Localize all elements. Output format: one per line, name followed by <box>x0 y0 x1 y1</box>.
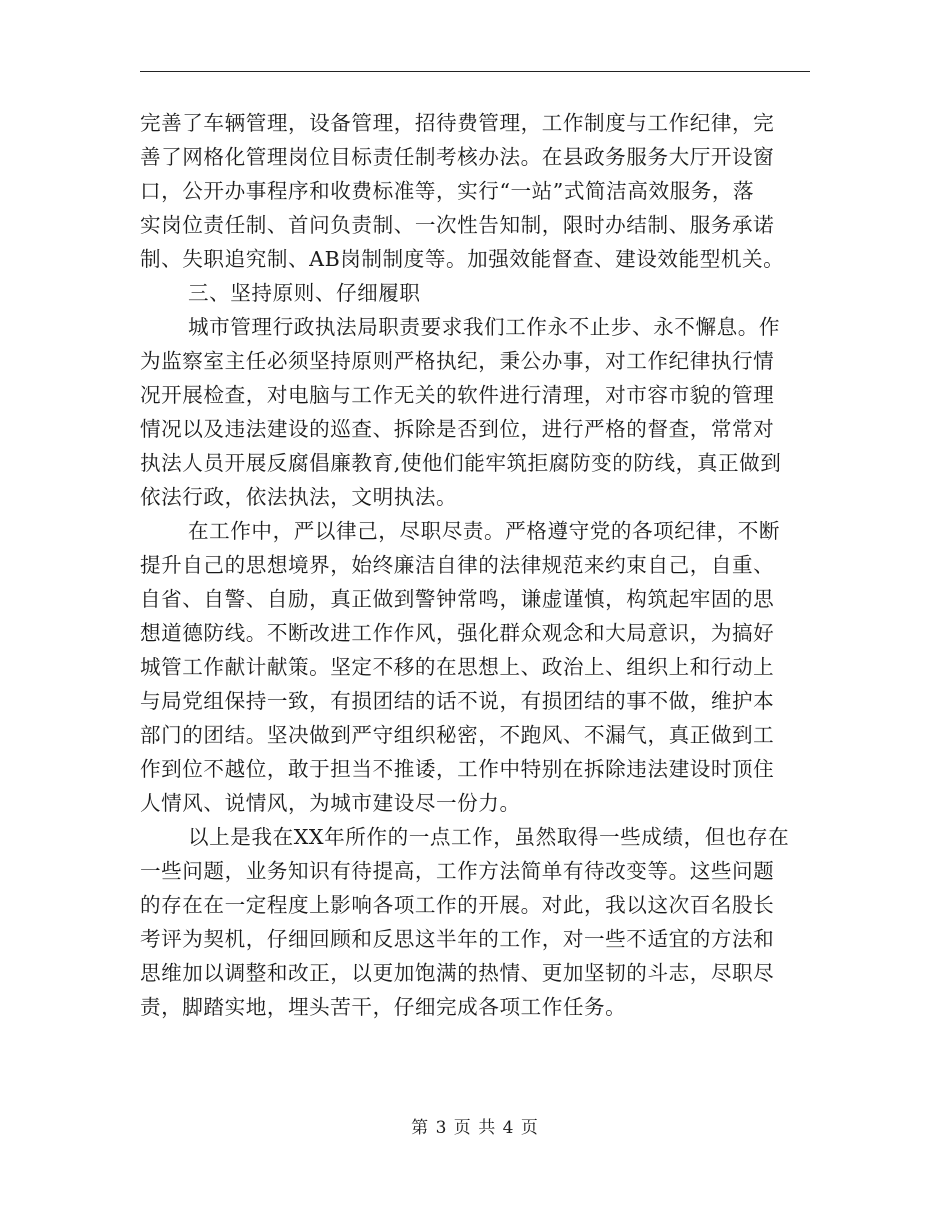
text-line: 城市管理行政执法局职责要求我们工作永不止步、永不懈息。作 <box>188 315 781 339</box>
text-line: 情况以及违法建设的巡查、拆除是否到位，进行严格的督查，常常对 <box>140 417 775 441</box>
text-line: 完善了车辆管理，设备管理，招待费管理，工作制度与工作纪律，完 <box>140 111 775 135</box>
text-line: 思维加以调整和改正，以更加饱满的热情、更加坚韧的斗志，尽职尽 <box>140 961 775 985</box>
text-line: 提升自己的思想境界，始终廉洁自律的法律规范来约束自己，自重、 <box>140 553 775 577</box>
text-line: 的存在在一定程度上影响各项工作的开展。对此，我以这次百名股长 <box>140 893 775 917</box>
text-line: 为监察室主任必须坚持原则严格执纪，秉公办事，对工作纪律执行情 <box>140 349 775 373</box>
text-line: 善了网格化管理岗位目标责任制考核办法。在县政务服务大厅开设窗 <box>140 145 775 169</box>
text-line: 执法人员开展反腐倡廉教育,使他们能牢筑拒腐防变的防线，真正做到 <box>140 451 782 475</box>
document-body <box>140 106 812 1024</box>
text-line: 责，脚踏实地，埋头苦干，仔细完成各项工作任务。 <box>140 995 627 1019</box>
text-line: 一些问题，业务知识有待提高，工作方法简单有待改变等。这些问题 <box>140 859 775 883</box>
text-line: 依法行政，依法执法，文明执法。 <box>140 485 458 509</box>
text-line: 实岗位责任制、首问负责制、一次性告知制，限时办结制、服务承诺 <box>140 213 775 237</box>
text-line: 口，公开办事程序和收费标准等，实行“一站”式简洁高效服务，落 <box>140 179 755 203</box>
text-line: 制、失职追究制、AB岗制制度等。加强效能督查、建设效能型机关。 <box>140 247 785 271</box>
text-line: 三、坚持原则、仔细履职 <box>188 281 421 305</box>
text-line: 自省、自警、自励，真正做到警钟常鸣，谦虚谨慎，构筑起牢固的思 <box>140 587 775 611</box>
page-number-footer: 第 3 页 共 4 页 <box>411 1118 539 1138</box>
text-line: 想道德防线。不断改进工作作风，强化群众观念和大局意识，为搞好 <box>140 621 775 645</box>
text-line: 与局党组保持一致，有损团结的话不说，有损团结的事不做，维护本 <box>140 689 775 713</box>
header-divider <box>140 71 810 72</box>
text-line: 城管工作献计献策。坚定不移的在思想上、政治上、组织上和行动上 <box>140 655 775 679</box>
text-line: 作到位不越位，敢于担当不推诿，工作中特别在拆除违法建设时顶住 <box>140 757 775 781</box>
text-line: 况开展检查，对电脑与工作无关的软件进行清理，对市容市貌的管理 <box>140 383 775 407</box>
text-line: 部门的团结。坚决做到严守组织秘密，不跑风、不漏气，真正做到工 <box>140 723 775 747</box>
text-line: 在工作中，严以律己，尽职尽责。严格遵守党的各项纪律，不断 <box>188 519 781 543</box>
text-line: 以上是我在XX年所作的一点工作，虽然取得一些成绩，但也存在 <box>188 825 790 849</box>
text-line: 考评为契机，仔细回顾和反思这半年的工作，对一些不适宜的方法和 <box>140 927 775 951</box>
text-line: 人情风、说情风，为城市建设尽一份力。 <box>140 791 521 815</box>
